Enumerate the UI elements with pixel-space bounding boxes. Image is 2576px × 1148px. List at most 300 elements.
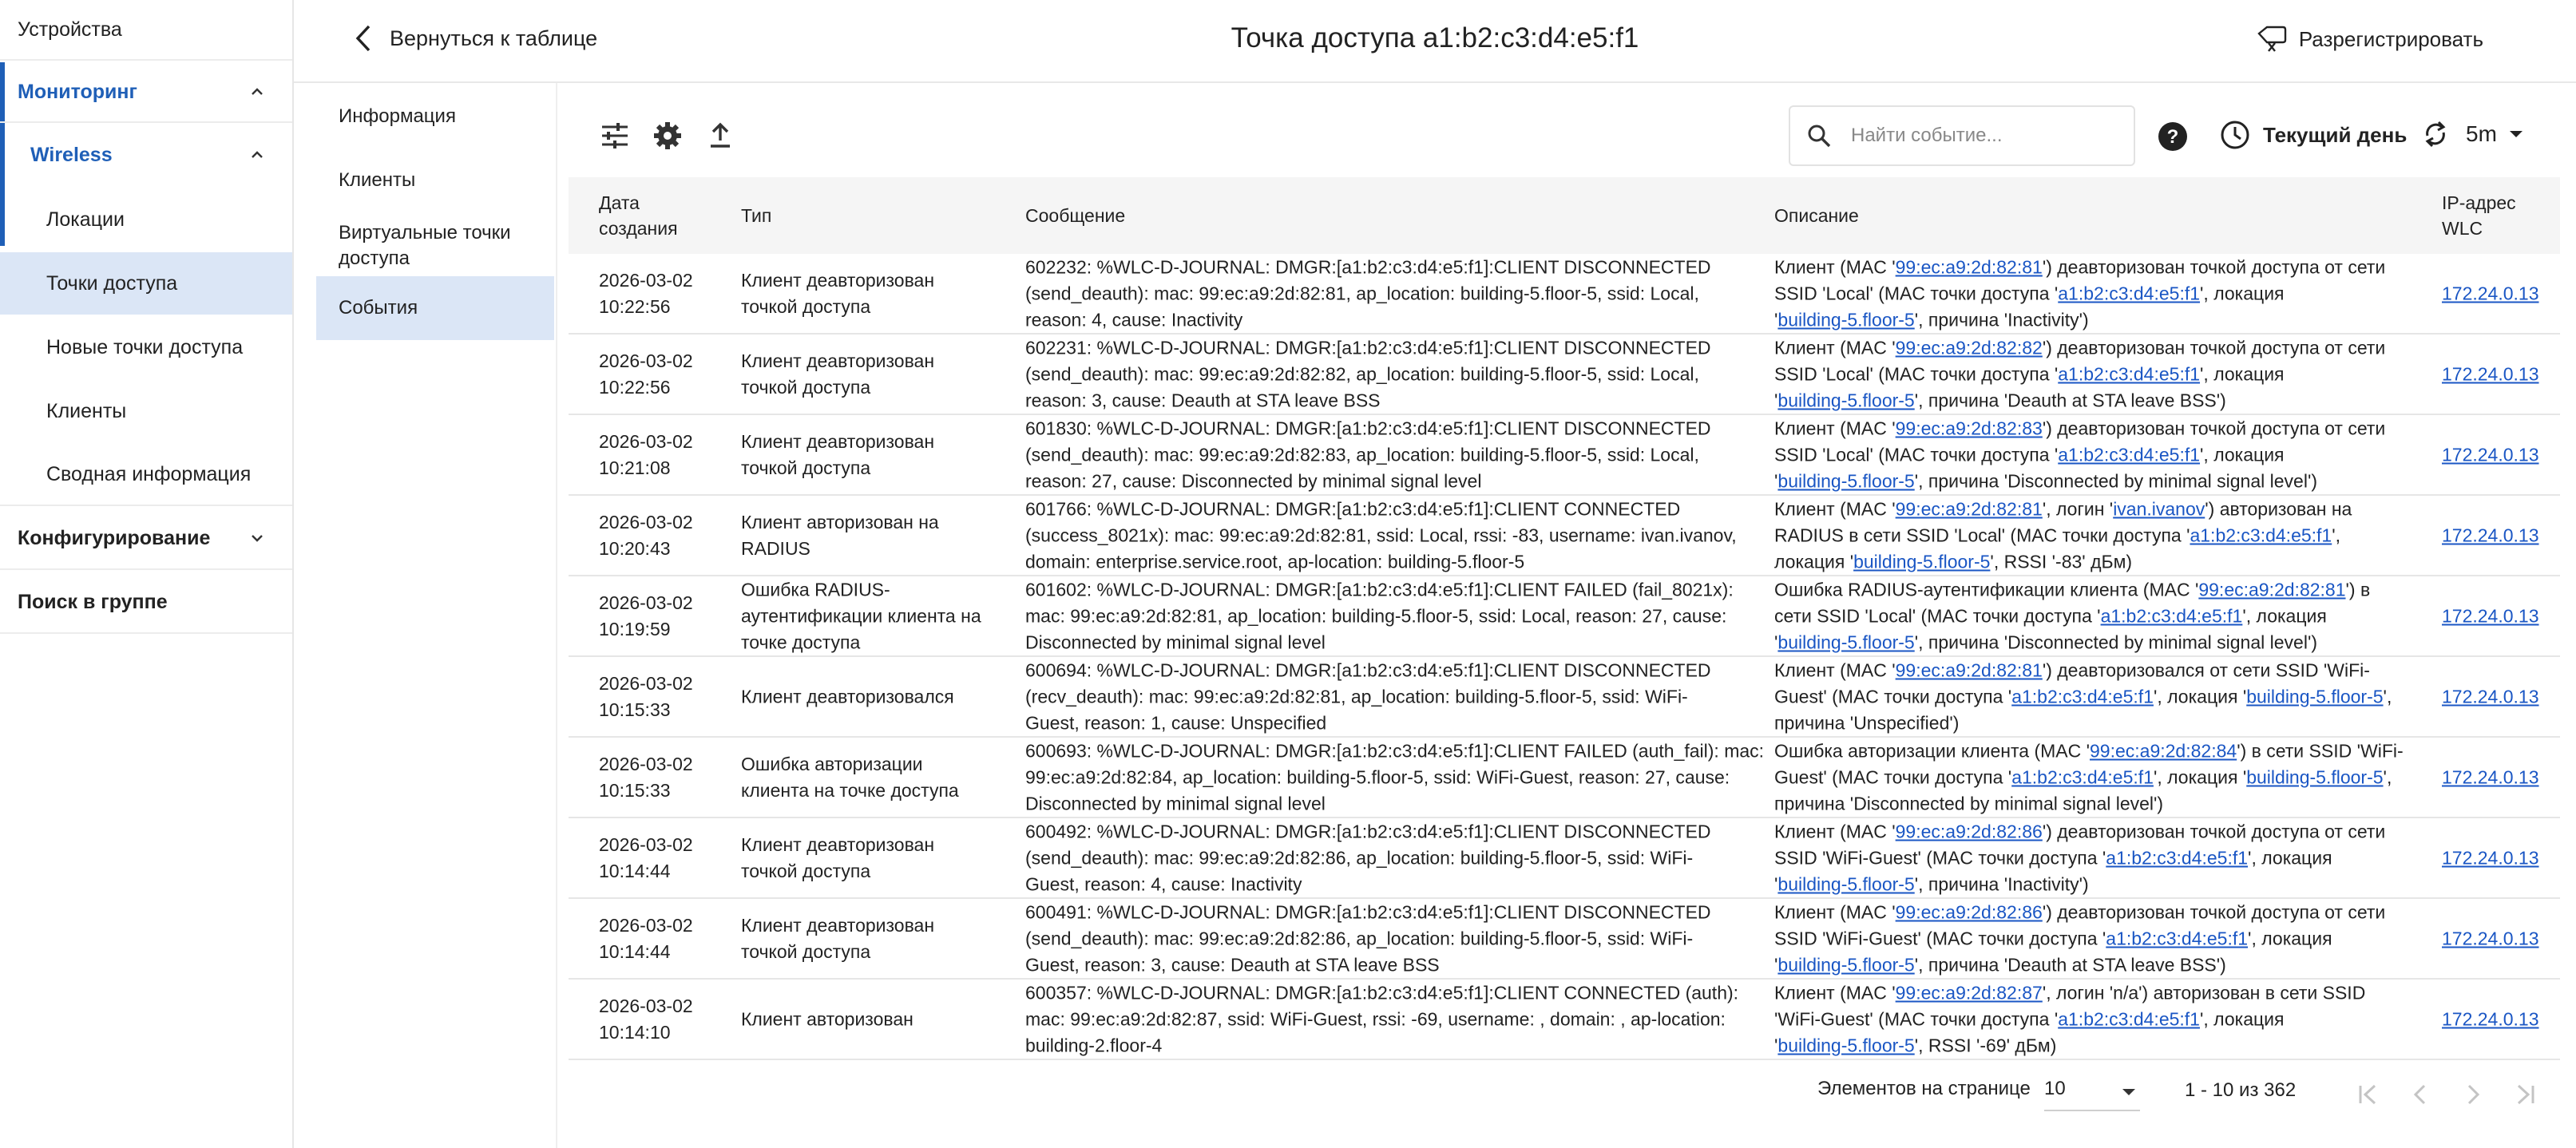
caret-down-icon [2121, 1087, 2137, 1097]
per-page-value: 10 [2044, 1078, 2066, 1099]
description-line [1774, 845, 2429, 871]
cell-type [741, 509, 1013, 562]
wlc-ip-link[interactable]: 172.24.0.13 [2442, 1008, 2539, 1029]
message-line: Guest, reason: 3, cause: Deauth at STA leave BSS [1025, 954, 1440, 975]
sidebar [0, 0, 294, 1148]
cell-description [1774, 980, 2429, 1059]
message-line: domain: enterprise.service.root, ap-location: building-5.floor-5 [1025, 551, 1525, 572]
wlc-ip-link[interactable]: 172.24.0.13 [2442, 283, 2539, 303]
cell-type [741, 1006, 1013, 1032]
description-link[interactable]: a1:b2:c3:d4:e5:f1 [2058, 283, 2201, 303]
message-line: 600491: %WLC-D-JOURNAL: DMGR:[a1:b2:c3:d4:e5:f1]:CLIENT DISCONNECTED [1025, 901, 1711, 922]
cell-description [1774, 415, 2429, 494]
cell-date [599, 429, 719, 481]
description-line [1774, 710, 2429, 736]
period-label: Текущий день [2263, 122, 2408, 147]
date-value: 2026-03-02 [599, 833, 693, 855]
table-row[interactable] [569, 980, 2560, 1060]
description-text: ' [1774, 1035, 1778, 1055]
type-line: Клиент деавторизован [741, 350, 935, 371]
message-line: (send_deauth): mac: 99:ec:a9:2d:82:86, ap_location: building-5.floor-5, ssid: WiFi- [1025, 847, 1694, 868]
type-line: Клиент деавторизовался [741, 686, 954, 707]
type-line: аутентификации клиента на [741, 605, 981, 626]
description-link[interactable]: a1:b2:c3:d4:e5:f1 [2011, 686, 2154, 707]
description-line [1774, 280, 2429, 307]
description-text: ', RSSI '-69' дБм) [1914, 1035, 2057, 1055]
description-link[interactable]: 99:ec:a9:2d:82:86 [1895, 901, 2043, 922]
description-text: ', локация [2248, 847, 2332, 868]
cell-ip [2442, 1006, 2546, 1032]
description-link[interactable]: a1:b2:c3:d4:e5:f1 [2058, 1008, 2200, 1029]
description-text: ', причина 'Inactivity') [1914, 309, 2089, 330]
description-text: ') деавторизован точкой доступа от сети [2042, 337, 2386, 358]
date-value: 2026-03-02 [599, 914, 693, 936]
tab-info[interactable] [316, 85, 554, 148]
sidebar-item-access-points[interactable] [0, 252, 292, 315]
search-input[interactable] [1849, 124, 2124, 148]
description-link[interactable]: a1:b2:c3:d4:e5:f1 [2011, 766, 2154, 787]
description-line [1774, 925, 2429, 952]
description-link[interactable]: building-5.floor-5 [1777, 390, 1915, 410]
description-text: ', локация [2242, 605, 2327, 626]
sidebar-item-devices[interactable] [0, 0, 292, 61]
column-header-message[interactable]: Сообщение [1025, 205, 1126, 226]
date-value: 2026-03-02 [599, 995, 693, 1016]
description-text: SSID 'Local' (MAC точки доступа ' [1774, 283, 2059, 303]
description-text: сети SSID 'Local' (MAC точки доступа ' [1774, 605, 2101, 626]
description-line [1774, 307, 2429, 333]
time-value: 10:20:43 [599, 537, 671, 559]
description-link[interactable]: a1:b2:c3:d4:e5:f1 [2100, 605, 2243, 626]
description-link[interactable]: building-5.floor-5 [1777, 470, 1915, 491]
wlc-ip-link[interactable]: 172.24.0.13 [2442, 605, 2539, 626]
message-line: (send_deauth): mac: 99:ec:a9:2d:82:81, ap_location: building-5.floor-5, ssid: Local, [1025, 283, 1699, 303]
per-page-label: Элементов на странице [1817, 1078, 2031, 1099]
description-link[interactable]: 99:ec:a9:2d:82:87 [1895, 982, 2043, 1003]
tune-icon[interactable] [599, 120, 631, 152]
description-text: ', причина 'Deauth at STA leave BSS') [1914, 390, 2226, 410]
unregister-label: Разрегистрировать [2298, 26, 2483, 51]
description-link[interactable]: 99:ec:a9:2d:82:81 [1895, 498, 2043, 519]
cell-type [741, 348, 1013, 401]
description-text: ') в [2345, 579, 2371, 600]
type-line: Клиент деавторизован [741, 430, 935, 452]
message-line: Guest, reason: 4, cause: Inactivity [1025, 873, 1302, 894]
time-value: 10:22:56 [599, 376, 671, 398]
description-line [1774, 980, 2429, 1006]
description-line [1774, 335, 2429, 361]
description-text: Guest' (MAC точки доступа ' [1774, 766, 2012, 787]
back-label: Вернуться к таблице [390, 26, 598, 50]
message-line: 602231: %WLC-D-JOURNAL: DMGR:[a1:b2:c3:d4:e5:f1]:CLIENT DISCONNECTED [1025, 337, 1711, 358]
description-line [1774, 629, 2429, 655]
description-link[interactable]: building-5.floor-5 [1853, 551, 1991, 572]
description-text: ', локация [2248, 928, 2332, 948]
message-line: Guest, reason: 1, cause: Unspecified [1025, 712, 1327, 733]
chevron-down-icon [249, 530, 265, 546]
cell-date [599, 509, 719, 562]
description-text: Клиент (MAC ' [1774, 256, 1896, 277]
type-line: RADIUS [741, 537, 810, 559]
cell-type [741, 267, 1013, 320]
description-text: ') деавторизован точкой доступа от сети [2042, 821, 2386, 841]
sidebar-item-group-search[interactable] [0, 572, 292, 634]
message-line: 602232: %WLC-D-JOURNAL: DMGR:[a1:b2:c3:d4:e5:f1]:CLIENT DISCONNECTED [1025, 256, 1711, 277]
description-text: ' [1774, 470, 1778, 491]
page-header [294, 0, 2576, 83]
gear-icon[interactable] [652, 120, 684, 152]
description-text: ' [1774, 390, 1778, 410]
description-text: SSID 'WiFi-Guest' (MAC точки доступа ' [1774, 928, 2106, 948]
table-row[interactable] [569, 335, 2560, 415]
description-line [1774, 899, 2429, 925]
column-header-description[interactable]: Описание [1774, 205, 1859, 226]
cell-message [1025, 576, 1768, 655]
table-header [569, 177, 2560, 254]
sidebar-item-label: Устройства [18, 18, 122, 41]
description-text: ' [1774, 954, 1778, 975]
table-row[interactable] [569, 496, 2560, 576]
description-text: ', локация [2200, 363, 2285, 384]
description-line [1774, 952, 2429, 978]
description-link[interactable]: building-5.floor-5 [1777, 309, 1915, 330]
clock-icon [2220, 120, 2250, 150]
cell-description [1774, 254, 2429, 333]
type-line: точкой доступа [741, 376, 871, 398]
description-line [1774, 764, 2429, 790]
description-link[interactable]: building-5.floor-5 [1777, 873, 1915, 894]
description-link[interactable]: 99:ec:a9:2d:82:81 [2198, 579, 2346, 600]
description-text: ', [2332, 525, 2341, 545]
description-line [1774, 468, 2429, 494]
description-link[interactable]: 99:ec:a9:2d:82:83 [1895, 418, 2043, 438]
cell-ip [2442, 683, 2546, 710]
tab-clients[interactable] [316, 148, 554, 212]
type-line: Клиент деавторизован [741, 269, 935, 291]
type-line: точкой доступа [741, 940, 871, 962]
sidebar-item-monitoring[interactable] [0, 62, 292, 123]
description-text: ' [1774, 631, 1778, 652]
tab-virtual-access-points[interactable] [316, 212, 554, 279]
description-text: ', локация ' [2153, 766, 2247, 787]
description-text: Клиент (MAC ' [1774, 982, 1896, 1003]
message-line: (send_deauth): mac: 99:ec:a9:2d:82:86, ap_location: building-5.floor-5, ssid: WiFi- [1025, 928, 1694, 948]
cell-ip [2442, 280, 2546, 307]
description-text: ', [2383, 766, 2392, 787]
type-line: Ошибка авторизации [741, 753, 923, 774]
cell-description [1774, 576, 2429, 655]
header-label: WLC [2442, 218, 2483, 239]
last-page-icon[interactable] [2514, 1083, 2538, 1106]
description-text: ') деавторизовался от сети SSID 'WiFi- [2042, 659, 2370, 680]
description-line [1774, 548, 2429, 575]
sidebar-item-summary[interactable] [0, 444, 292, 506]
cell-description [1774, 335, 2429, 414]
first-page-icon[interactable] [2356, 1083, 2380, 1106]
event-search[interactable] [1789, 105, 2135, 166]
sidebar-item-wireless[interactable] [0, 125, 292, 185]
header-label: Дата [599, 192, 640, 213]
description-line [1774, 496, 2429, 522]
tab-events[interactable] [316, 276, 554, 340]
message-line: 600694: %WLC-D-JOURNAL: DMGR:[a1:b2:c3:d4:e5:f1]:CLIENT DISCONNECTED [1025, 659, 1711, 680]
description-link[interactable]: 99:ec:a9:2d:82:86 [1895, 821, 2043, 841]
description-link[interactable]: building-5.floor-5 [2246, 686, 2384, 707]
tab-label: События [339, 297, 418, 319]
chevron-up-icon [249, 147, 265, 163]
cell-message [1025, 415, 1768, 494]
pagination-range: 1 - 10 из 362 [2185, 1079, 2297, 1101]
description-text: SSID 'WiFi-Guest' (MAC точки доступа ' [1774, 847, 2106, 868]
type-line: Клиент авторизован [741, 1008, 913, 1029]
time-value: 10:15:33 [599, 699, 671, 720]
description-text: причина 'Disconnected by minimal signal level') [1774, 793, 2164, 813]
cell-message [1025, 496, 1768, 575]
cell-type [741, 751, 1013, 804]
type-line: Ошибка RADIUS- [741, 579, 890, 600]
date-value: 2026-03-02 [599, 753, 693, 774]
column-header-ip[interactable] [2442, 190, 2516, 241]
wlc-ip-link[interactable]: 172.24.0.13 [2442, 363, 2539, 384]
cell-date [599, 832, 719, 885]
upload-icon[interactable] [704, 120, 736, 152]
description-text: Ошибка авторизации клиента (MAC ' [1774, 740, 2091, 761]
refresh-interval-value: 5m [2466, 121, 2497, 146]
type-line: Клиент деавторизован [741, 833, 935, 855]
message-line: 600492: %WLC-D-JOURNAL: DMGR:[a1:b2:c3:d4:e5:f1]:CLIENT DISCONNECTED [1025, 821, 1711, 841]
table-row[interactable] [569, 415, 2560, 496]
description-link[interactable]: a1:b2:c3:d4:e5:f1 [2106, 928, 2249, 948]
cell-description [1774, 657, 2429, 736]
description-text: ', причина 'Inactivity') [1914, 873, 2089, 894]
message-line: Disconnected by minimal signal level [1025, 631, 1326, 652]
wlc-ip-link[interactable]: 172.24.0.13 [2442, 847, 2539, 868]
next-page-icon[interactable] [2461, 1083, 2485, 1106]
message-line: 601766: %WLC-D-JOURNAL: DMGR:[a1:b2:c3:d4:e5:f1]:CLIENT CONNECTED [1025, 498, 1681, 519]
time-value: 10:14:44 [599, 940, 671, 962]
description-line [1774, 576, 2429, 603]
sidebar-item-label: Конфигурирование [18, 526, 211, 549]
column-header-type[interactable]: Тип [741, 205, 772, 226]
sidebar-item-label: Сводная информация [46, 462, 252, 485]
type-line: клиента на точке доступа [741, 779, 959, 801]
message-line: 99:ec:a9:2d:82:84, ap_location: building-5.floor-5, ssid: WiFi-Guest, reason: 27, cause: [1025, 766, 1730, 787]
sidebar-item-locations[interactable] [0, 188, 292, 251]
table-row[interactable] [569, 576, 2560, 657]
prev-page-icon[interactable] [2408, 1083, 2432, 1106]
sidebar-item-label: Поиск в группе [18, 590, 168, 613]
message-line: 600693: %WLC-D-JOURNAL: DMGR:[a1:b2:c3:d4:e5:f1]:CLIENT FAILED (auth_fail): mac: [1025, 740, 1765, 761]
message-line: (success_8021x): mac: 99:ec:a9:2d:82:81, ssid: Local, rssi: -83, username: ivan.ivanov, [1025, 525, 1737, 545]
tag-remove-icon [2256, 26, 2288, 53]
description-line [1774, 387, 2429, 414]
search-icon [1806, 123, 1832, 148]
description-text: ' [1774, 873, 1778, 894]
description-text: Ошибка RADIUS-аутентификации клиента (MAC ' [1774, 579, 2199, 600]
sidebar-item-configuring[interactable] [0, 508, 292, 570]
description-text: причина 'Unspecified') [1774, 712, 1960, 733]
description-text: ', логин ' [2042, 498, 2114, 519]
wlc-ip-link[interactable]: 172.24.0.13 [2442, 766, 2539, 787]
tab-label: Информация [339, 105, 456, 127]
cell-description [1774, 496, 2429, 575]
description-text: SSID 'Local' (MAC точки доступа ' [1774, 363, 2059, 384]
date-value: 2026-03-02 [599, 269, 693, 291]
type-line: точкой доступа [741, 860, 871, 881]
description-text: ', [2383, 686, 2392, 707]
sidebar-item-label: Wireless [30, 143, 113, 166]
cell-message [1025, 657, 1768, 736]
type-line: Клиент авторизован на [741, 511, 939, 532]
description-text: Клиент (MAC ' [1774, 418, 1896, 438]
chevron-up-icon [249, 84, 265, 100]
table-row[interactable] [569, 657, 2560, 738]
cell-type [741, 576, 1013, 655]
table-row[interactable] [569, 254, 2560, 335]
svg-text:?: ? [2166, 126, 2179, 148]
type-line: Клиент деавторизован [741, 914, 935, 936]
type-line: точке доступа [741, 631, 861, 652]
cell-type [741, 912, 1013, 965]
message-line: 601602: %WLC-D-JOURNAL: DMGR:[a1:b2:c3:d4:e5:f1]:CLIENT FAILED (fail_8021x): [1025, 579, 1734, 600]
period-selector[interactable] [2220, 120, 2407, 150]
description-text: ') деавторизован точкой доступа от сети [2042, 256, 2386, 277]
time-value: 10:21:08 [599, 457, 671, 478]
description-line [1774, 603, 2429, 629]
date-value: 2026-03-02 [599, 672, 693, 694]
description-text: Клиент (MAC ' [1774, 337, 1896, 358]
description-text: Клиент (MAC ' [1774, 821, 1896, 841]
description-text: ', локация [2199, 1008, 2285, 1029]
description-text: ', локация [2200, 283, 2285, 303]
table-row[interactable] [569, 738, 2560, 818]
caret-down-icon [2508, 129, 2524, 139]
message-line: 600357: %WLC-D-JOURNAL: DMGR:[a1:b2:c3:d4:e5:f1]:CLIENT CONNECTED (auth): [1025, 982, 1739, 1003]
cell-message [1025, 254, 1768, 333]
header-label: создания [599, 218, 678, 239]
description-text: ', логин 'n/a') авторизован в сети SSID [2042, 982, 2366, 1003]
sidebar-item-label: Локации [46, 208, 125, 231]
type-line: точкой доступа [741, 457, 871, 478]
description-link[interactable]: a1:b2:c3:d4:e5:f1 [2058, 363, 2201, 384]
description-link[interactable]: 99:ec:a9:2d:82:81 [1895, 659, 2043, 680]
message-line: mac: 99:ec:a9:2d:82:87, ssid: WiFi-Guest, rssi: -69, username: , domain: , ap-location: [1025, 1008, 1726, 1029]
divider [556, 83, 557, 1148]
page-title: Точка доступа a1:b2:c3:d4:e5:f1 [1231, 22, 1639, 53]
description-text: ', причина 'Deauth at STA leave BSS') [1914, 954, 2226, 975]
help-icon[interactable] [2158, 121, 2188, 152]
sidebar-item-new-access-points[interactable] [0, 316, 292, 378]
cell-type [741, 683, 1013, 710]
cell-type [741, 429, 1013, 481]
wlc-ip-link[interactable]: 172.24.0.13 [2442, 525, 2539, 545]
sidebar-item-label: Мониторинг [18, 80, 137, 103]
description-link[interactable]: a1:b2:c3:d4:e5:f1 [2190, 525, 2332, 545]
wlc-ip-link[interactable]: 172.24.0.13 [2442, 686, 2539, 707]
description-text: Guest' (MAC точки доступа ' [1774, 686, 2012, 707]
message-line: building-2.floor-4 [1025, 1035, 1163, 1055]
cell-message [1025, 980, 1768, 1059]
description-line [1774, 1032, 2429, 1059]
refresh-interval-selector[interactable] [2421, 118, 2524, 150]
description-text: локация ' [1774, 551, 1854, 572]
cell-ip [2442, 441, 2546, 468]
description-line [1774, 818, 2429, 845]
time-value: 10:19:59 [599, 618, 671, 639]
description-link[interactable]: 99:ec:a9:2d:82:82 [1895, 337, 2043, 358]
description-text: Клиент (MAC ' [1774, 901, 1896, 922]
cell-date [599, 590, 719, 643]
message-line: mac: 99:ec:a9:2d:82:81, ap_location: building-5.floor-5, ssid: Local, reason: 27, cause: [1025, 605, 1727, 626]
description-line [1774, 522, 2429, 548]
wlc-ip-link[interactable]: 172.24.0.13 [2442, 928, 2539, 948]
message-line: reason: 4, cause: Inactivity [1025, 309, 1243, 330]
sidebar-item-clients[interactable] [0, 380, 292, 442]
cell-date [599, 993, 719, 1046]
type-line: точкой доступа [741, 295, 871, 317]
cell-message [1025, 818, 1768, 897]
description-link[interactable]: ivan.ivanov [2113, 498, 2205, 519]
description-link[interactable]: building-5.floor-5 [1777, 1035, 1915, 1055]
cell-ip [2442, 361, 2546, 387]
description-link[interactable]: 99:ec:a9:2d:82:81 [1895, 256, 2043, 277]
message-line: 601830: %WLC-D-JOURNAL: DMGR:[a1:b2:c3:d4:e5:f1]:CLIENT DISCONNECTED [1025, 418, 1711, 438]
description-line [1774, 657, 2429, 683]
time-value: 10:14:44 [599, 860, 671, 881]
tab-label: Клиенты [339, 169, 416, 191]
description-link[interactable]: building-5.floor-5 [2246, 766, 2384, 787]
description-link[interactable]: building-5.floor-5 [1777, 954, 1915, 975]
wlc-ip-link[interactable]: 172.24.0.13 [2442, 444, 2539, 465]
message-line: (send_deauth): mac: 99:ec:a9:2d:82:83, ap_location: building-5.floor-5, ssid: Local, [1025, 444, 1699, 465]
description-line [1774, 1006, 2429, 1032]
description-line [1774, 441, 2429, 468]
description-text: Клиент (MAC ' [1774, 498, 1896, 519]
cell-date [599, 912, 719, 965]
description-line [1774, 738, 2429, 764]
description-link[interactable]: a1:b2:c3:d4:e5:f1 [2058, 444, 2201, 465]
description-link[interactable]: 99:ec:a9:2d:82:84 [2090, 740, 2237, 761]
time-value: 10:14:10 [599, 1021, 671, 1043]
description-text: ', RSSI '-83' дБм) [1990, 551, 2133, 572]
description-text: ') деавторизован точкой доступа от сети [2042, 418, 2386, 438]
description-text: Клиент (MAC ' [1774, 659, 1896, 680]
table-row[interactable] [569, 818, 2560, 899]
table-row[interactable] [569, 899, 2560, 980]
header-label: IP-адрес [2442, 192, 2516, 213]
per-page-select[interactable] [2044, 1078, 2140, 1111]
description-text: ' [1774, 309, 1778, 330]
sidebar-item-label: Клиенты [46, 399, 127, 422]
description-text: ', причина 'Disconnected by minimal signal level') [1914, 631, 2317, 652]
cell-description [1774, 818, 2429, 897]
description-line [1774, 361, 2429, 387]
refresh-icon [2421, 118, 2450, 150]
cell-ip [2442, 522, 2546, 548]
column-header-date[interactable] [599, 190, 678, 241]
sidebar-item-label: Точки доступа [46, 271, 178, 295]
message-line: reason: 3, cause: Deauth at STA leave BSS [1025, 390, 1381, 410]
message-line: (send_deauth): mac: 99:ec:a9:2d:82:82, ap_location: building-5.floor-5, ssid: Local, [1025, 363, 1699, 384]
cell-message [1025, 335, 1768, 414]
description-text: ') деавторизован точкой доступа от сети [2042, 901, 2386, 922]
date-value: 2026-03-02 [599, 592, 693, 613]
tab-label: доступа [339, 247, 410, 269]
unregister-button[interactable] [2256, 26, 2483, 53]
description-link[interactable]: building-5.floor-5 [1777, 631, 1915, 652]
cell-date [599, 348, 719, 401]
description-link[interactable]: a1:b2:c3:d4:e5:f1 [2106, 847, 2249, 868]
